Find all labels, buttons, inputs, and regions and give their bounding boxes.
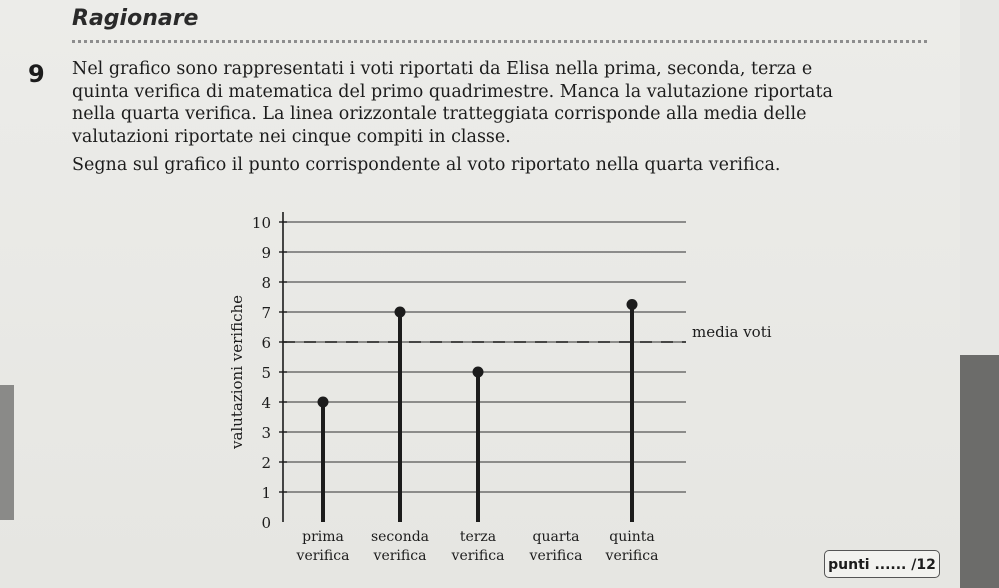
y-tick-label: 3 [261, 424, 271, 442]
x-tick-label: quarta [532, 529, 580, 545]
exercise-number: 9 [28, 60, 45, 88]
x-tick-label: seconda [370, 529, 430, 545]
y-tick-label: 4 [261, 394, 271, 412]
exercise-text-line: valutazioni riportate nei cinque compiti in classe. [72, 126, 511, 147]
y-tick-label: 1 [261, 484, 271, 502]
exercise-text-line: Nel grafico sono rappresentati i voti riportati da Elisa nella prima, seconda, terza e [72, 59, 813, 79]
x-tick-label: verifica [296, 548, 350, 564]
bar-dot [395, 307, 406, 318]
y-tick-label: 9 [261, 244, 271, 262]
y-tick-label: 10 [251, 214, 271, 232]
x-tick-label: verifica [529, 548, 583, 564]
y-tick-label: 2 [261, 454, 271, 472]
score-box: punti ...... /12 [824, 550, 940, 578]
x-tick-label: prima [302, 529, 344, 545]
x-tick-label: quinta [609, 529, 655, 545]
y-tick-label: 8 [261, 274, 271, 292]
x-tick-label: verifica [373, 548, 427, 564]
y-tick-label: 5 [261, 364, 271, 382]
y-tick-label: 6 [261, 334, 271, 352]
y-tick-label: 0 [261, 514, 271, 532]
y-axis-label: valutazioni verifiche [228, 294, 246, 450]
exercise-text-line: quinta verifica di matematica del primo quadrimestre. Manca la valutazione riportata [72, 81, 833, 102]
exercise-text-line: nella quarta verifica. La linea orizzontale tratteggiata corrisponde alla media delle [72, 104, 807, 124]
mean-label: media voti [692, 323, 772, 341]
y-tick-label: 7 [261, 304, 271, 322]
background-edge [960, 355, 999, 588]
bar-dot [627, 299, 638, 310]
exercise-instruction: Segna sul grafico il punto corrispondente al voto riportato nella quarta verifica. [72, 155, 781, 175]
bar-dot [473, 367, 484, 378]
x-tick-label: verifica [605, 548, 659, 564]
bar-dot [318, 397, 329, 408]
x-tick-label: terza [459, 529, 497, 545]
x-tick-label: verifica [451, 548, 505, 564]
section-title: Ragionare [72, 6, 199, 31]
